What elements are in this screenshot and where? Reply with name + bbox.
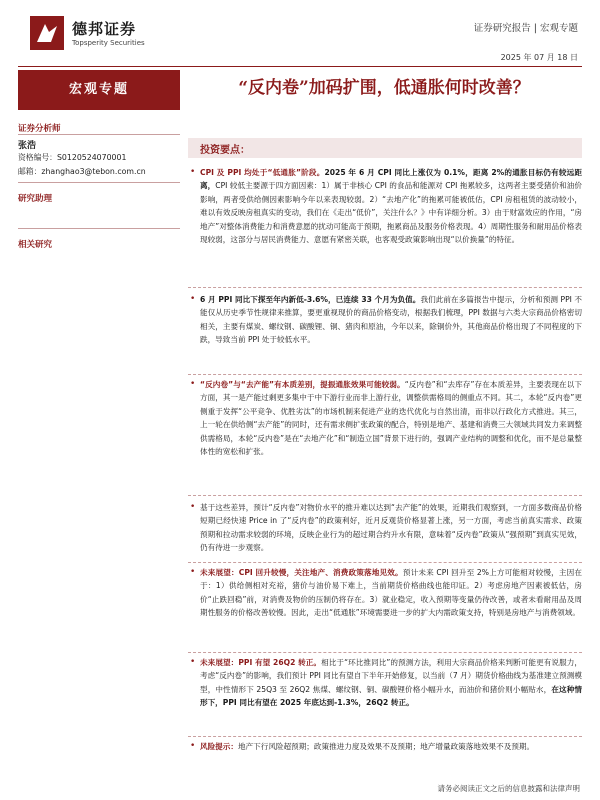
sidebar [18, 70, 180, 790]
paragraph-lead: 未来展望：CPI 回升较慢，关注地产、消费政策落地见效。 [200, 568, 403, 577]
brand-name-en: Topsperity Securities [72, 39, 145, 47]
section-divider [188, 736, 582, 737]
related-heading: 相关研究 [18, 240, 53, 250]
paragraph-differences [188, 501, 582, 555]
keypoints-banner [188, 138, 582, 158]
paragraph-body: 我们此前在多篇报告中提示，分析和预测 PPI 不能仅从历史季节性规律来推算，要更重视现价的商品价格变动，根据我们梳理，PPI 数据与六类大宗商品价格密切相关，主要有煤炭、螺纹钢、碳酸锂、铜、猪肉和原油，今年以来，除铜价外，其他商品价格出现了不同程度的下跌，导致当前 PPI 处于较低水平。 [200, 295, 582, 345]
analyst-heading: 证券分析师 [18, 124, 61, 134]
header-divider [18, 66, 582, 67]
paragraph-lead: 未来展望：PPI 有望 26Q2 转正。 [200, 658, 322, 667]
assistant-heading: 研究助理 [18, 194, 53, 204]
report-date: 2025 年 07 月 18 日 [500, 53, 578, 62]
legal-footer: 请务必阅读正文之后的信息披露和法律声明 [437, 784, 580, 793]
paragraph-low-inflation [188, 166, 582, 246]
related-divider [18, 228, 180, 229]
paragraph-ppi [188, 293, 582, 347]
page-header [0, 0, 600, 60]
paragraph-body: 相比于“环比推同比”的预测方法，利用大宗商品价格来判断可能更有说服力，考虑“反内卷”的影响，我们预计 PPI 同比有望自下半年开始修复，以当前（7 月）期货价格曲线为基准建立预测模型，中性情形下 25Q3 至 26Q2 焦煤、螺纹钢、铜、碳酸锂价格小幅升水，而油价和猪价则小幅贴水， [200, 658, 582, 694]
paragraph-body: CPI 较低主要源于四方面因素：1）属于非核心 CPI 的食品和能源对 CPI 拖累较多，这两者主要受猪价和油价影响，两者受供给侧因素影响今年以来表现较弱。2）“去地产化”的拖累可能被低估，CPI 房租租赁的波动较小，难以有效反映房租真实的变动，我们在《走出“低价”，关注什么？》中有详细分析。3）由于财富效应的作用，“房地产”对整体消费能力和消费意愿的扰动可能高于预期，拖累商品及服务价格表现。4）周期性服务和耐用品价格表现较弱，这部分与居民消费能力、意愿有紧密关联，也客观受政策影响出现“以价换量”的特征。 [200, 181, 582, 245]
paragraph-body: 地产下行风险超预期；政策推进力度及效果不及预期；地产增量政策落地效果不及预期。 [237, 742, 535, 751]
paragraph-risk [188, 740, 582, 753]
section-divider [188, 562, 582, 563]
assistant-divider [18, 182, 180, 183]
paragraph-ppi-outlook [188, 656, 582, 710]
keypoints-heading: 投资要点： [200, 145, 250, 156]
paragraph-cpi-outlook [188, 566, 582, 620]
paragraph-lead: CPI 及 PPI 均处于“低通胀”阶段。 [200, 168, 325, 177]
report-title: “反内卷”加码扩围，低通胀何时改善？ [238, 78, 530, 98]
analyst-email[interactable]: 邮箱：zhanghao3@tebon.com.cn [18, 167, 146, 176]
report-type: 证券研究报告 | 宏观专题 [473, 23, 578, 34]
brand-logo-icon [30, 16, 64, 50]
section-divider [188, 374, 582, 375]
brand-name-cn: 德邦证券 [72, 20, 137, 38]
paragraph-body: “反内卷”和“去库存”存在本质差异，主要表现在以下方面，其一是产能过剩更多集中于中下游行业而非上游行业，调整供需格局的侧重点不同。其二，本轮“反内卷”更侧重于发挥“公平竞争、优胜劣汰”的市场机制来促进产业的迭代优化与自然出清，而非以行政化方式推进。其三，上一轮在供给侧“去产能”的同时，还有需求侧扩张政策的配合，特别是地产、基建和消费三大领域共同发力来调整供需格局，本轮“反内卷”是在“去地产化”和“制造立国”背景下进行的，强调产业结构的调整和优化，而不是总量整体性的宽松和扩张。 [200, 380, 583, 457]
paragraph-body: 预计未来 CPI 回升至 2%上方可能相对较慢，主因在于：1）供给侧相对充裕，猪价与油价易下难上，当前期货价格曲线也能印证。2）考虑房地产因素被低估，房价“止跌回稳”前，对消费及物价的压制仍将存在。3）就业稳定，收入预期等变量仍待改善，或者未看耐用品及周期性服务的价格改善较慢。因此，走出“低通胀”环境需要进一步的扩大内需政策支持，特别是房地产与消费领域。 [200, 568, 582, 618]
paragraph-lead: “反内卷”与“去产能”有本质差别，提振通胀效果可能较弱。 [200, 380, 405, 389]
analyst-name: 张浩 [18, 141, 37, 151]
paragraph-anti-involution [188, 378, 582, 458]
analyst-cert: 资格编号：S0120524070001 [18, 153, 127, 162]
section-divider [188, 495, 582, 496]
category-tag: 宏观专题 [18, 70, 180, 110]
section-divider [188, 652, 582, 653]
analyst-divider [18, 134, 180, 135]
paragraph-bold: 6 月 PPI 同比下探至年内新低-3.6%，已连续 33 个月为负值。 [200, 295, 421, 304]
paragraph-lead: 风险提示： [200, 742, 238, 751]
paragraph-bold: 2025 年 6 月 CPI 同比上涨仅为 0.1%，距离 2%的通胀目标仍有较远距离， [200, 168, 582, 191]
paragraph-conclusion: 在这种情形下，PPI 同比有望在 2025 年底达到-1.3%，26Q2 转正。 [200, 684, 583, 708]
paragraph-body: 基于这些差异，预计“反内卷”对物价水平的推升难以达到“去产能”的效果，近期我们观察到，一方面多数商品价格短期已经快速 Price in 了“反内卷”的政策利好，近月反观货价格显著上涨，另一方面，考虑当前真实需求、政策预期和拉动需求较弱的环境，反映企业行为的超过期合约升水有限，意味着“反内卷”政策从“强预期”到真实见效，仍有待进一步观察。 [200, 503, 582, 553]
section-divider [188, 287, 582, 288]
